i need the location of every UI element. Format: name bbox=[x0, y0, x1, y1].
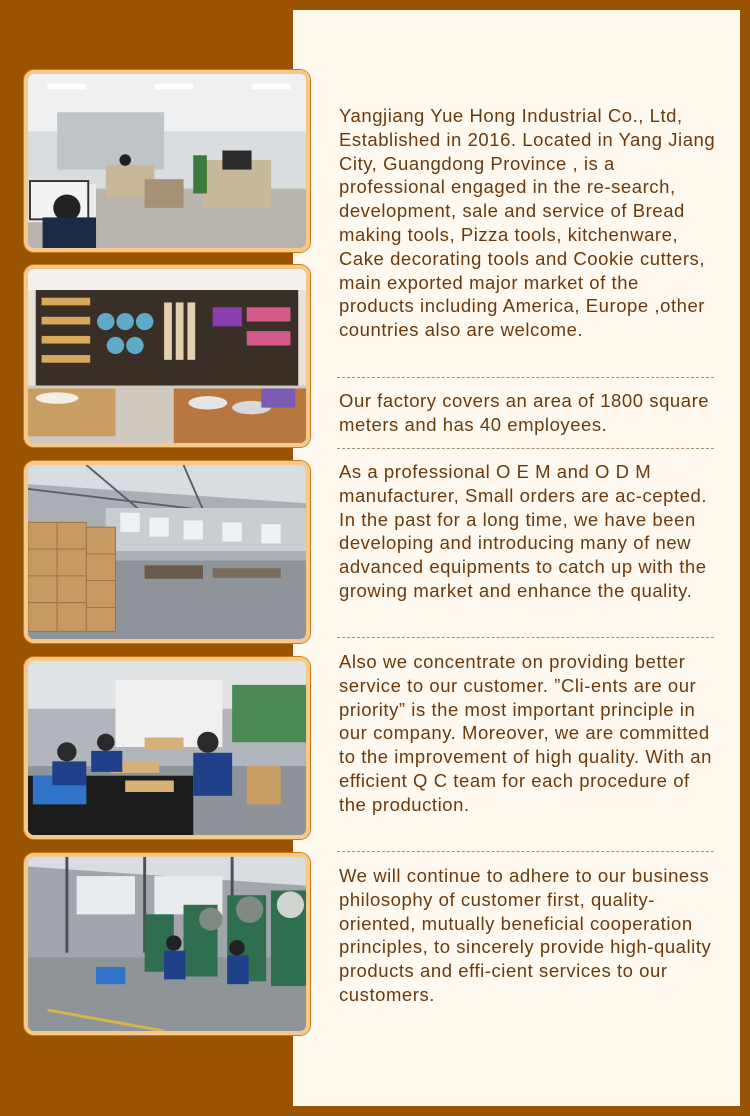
warehouse-photo bbox=[24, 461, 310, 643]
divider bbox=[337, 377, 714, 378]
press-workshop-photo bbox=[24, 853, 310, 1035]
divider bbox=[337, 637, 714, 638]
philosophy-paragraph: We will continue to adhere to our business philosophy of customer first, quality-oriented, mutually beneficial cooperation principles, to sincerely provide high-quality products and effi-cient services to our customers. bbox=[339, 865, 712, 1005]
company-intro-paragraph: Yangjiang Yue Hong Industrial Co., Ltd, Established in 2016. Located in Yang Jiang City, Guangdong Province , is a professional engaged in the re-search, development, sale and service of Bread making tools, Pizza tools, kitchenware, Cake decorating tools and Cookie cutters, main exported major market of the products including America, Europe ,other countries also are welcome. bbox=[339, 105, 716, 341]
showroom-photo bbox=[24, 265, 310, 447]
packing-line-photo bbox=[24, 657, 310, 839]
office-photo bbox=[24, 70, 310, 252]
oem-odm-paragraph: As a professional O E M and O D M manufacturer, Small orders are ac-cepted. In the past for a long time, we have been developing and introducing many of new advanced equipments to catch up with the growing market and enhance the quality. bbox=[339, 461, 708, 601]
divider bbox=[337, 851, 714, 852]
factory-size-paragraph: Our factory covers an area of 1800 square meters and has 40 employees. bbox=[339, 390, 710, 435]
divider bbox=[337, 448, 714, 449]
service-paragraph: Also we concentrate on providing better service to our customer. ”Cli-ents are our priority” is the most important principle in our company. Moreover, we are committed to the improvement of high quality. With an efficient Q C team for each procedure of the production. bbox=[339, 651, 712, 815]
